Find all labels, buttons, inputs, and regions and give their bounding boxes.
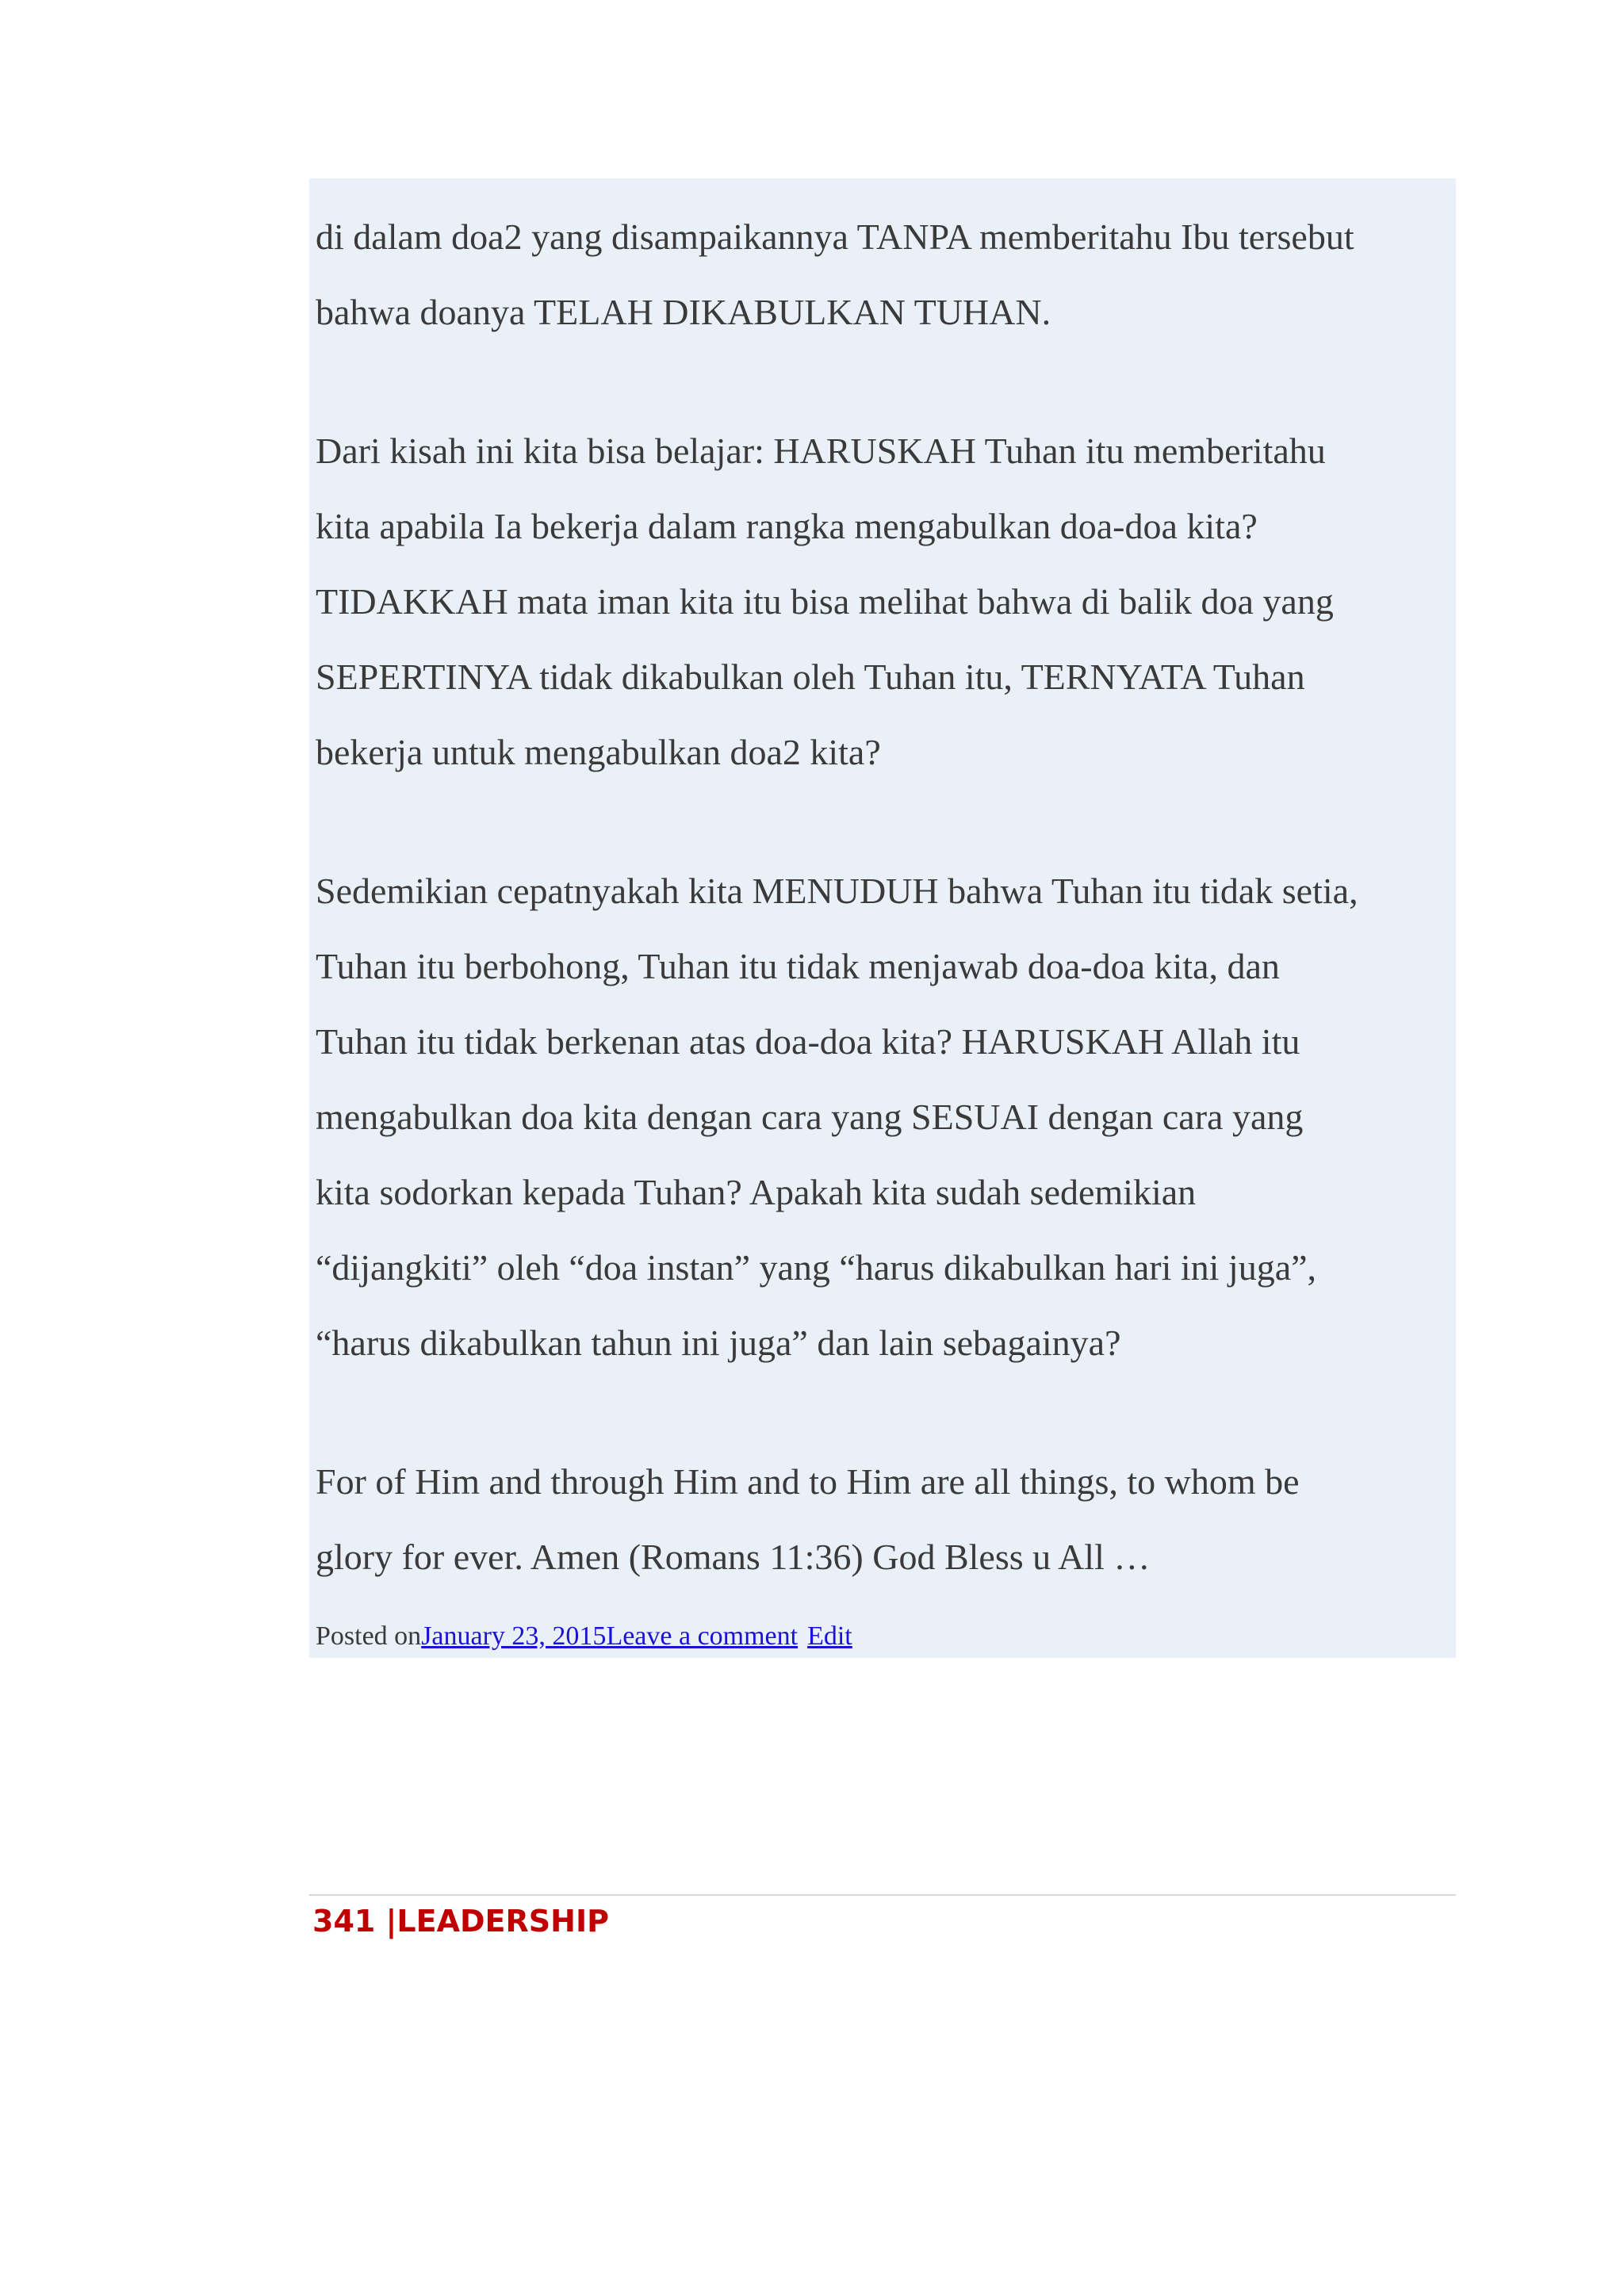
text-line: Dari kisah ini kita bisa belajar: HARUSKAH Tuhan itu memberitahu: [316, 431, 1326, 471]
text-line: kita sodorkan kepada Tuhan? Apakah kita sudah sedemikian: [316, 1172, 1197, 1212]
text-line: bekerja untuk mengabulkan doa2 kita?: [316, 732, 881, 772]
post-date-link[interactable]: January 23, 2015: [421, 1621, 607, 1651]
article-content: [309, 178, 1456, 1658]
text-line: “harus dikabulkan tahun ini juga” dan lain sebagainya?: [316, 1323, 1121, 1363]
text-line: SEPERTINYA tidak dikabulkan oleh Tuhan itu, TERNYATA Tuhan: [316, 657, 1305, 697]
article-paragraph-1: [316, 199, 1450, 350]
article-paragraph-2: [316, 413, 1450, 790]
posted-on-label: Posted on: [316, 1621, 422, 1651]
text-line: mengabulkan doa kita dengan cara yang SESUAI dengan cara yang: [316, 1097, 1304, 1137]
text-line: Tuhan itu tidak berkenan atas doa-doa kita? HARUSKAH Allah itu: [316, 1021, 1300, 1062]
text-line: Tuhan itu berbohong, Tuhan itu tidak menjawab doa-doa kita, dan: [316, 946, 1280, 986]
edit-link[interactable]: Edit: [807, 1621, 852, 1651]
text-line: kita apabila Ia bekerja dalam rangka mengabulkan doa-doa kita?: [316, 506, 1258, 546]
text-line: bahwa doanya TELAH DIKABULKAN TUHAN.: [316, 292, 1051, 332]
leave-comment-link[interactable]: Leave a comment: [606, 1621, 799, 1651]
article-paragraph-4: [316, 1444, 1450, 1594]
text-line: Sedemikian cepatnyakah kita MENUDUH bahwa Tuhan itu tidak setia,: [316, 871, 1358, 911]
footer-divider: [309, 1894, 1456, 1896]
text-line: di dalam doa2 yang disampaikannya TANPA memberitahu Ibu tersebut: [316, 216, 1354, 257]
post-meta: [316, 1621, 852, 1652]
text-line: For of Him and through Him and to Him are all things, to whom be: [316, 1461, 1300, 1502]
text-line: glory for ever. Amen (Romans 11:36) God Bless u All …: [316, 1537, 1151, 1577]
text-line: TIDAKKAH mata iman kita itu bisa melihat bahwa di balik doa yang: [316, 581, 1334, 622]
article-paragraph-3: [316, 853, 1450, 1380]
page-footer-label: 341 |LEADERSHIP: [312, 1904, 609, 1939]
text-line: “dijangkiti” oleh “doa instan” yang “harus dikabulkan hari ini juga”,: [316, 1247, 1317, 1288]
